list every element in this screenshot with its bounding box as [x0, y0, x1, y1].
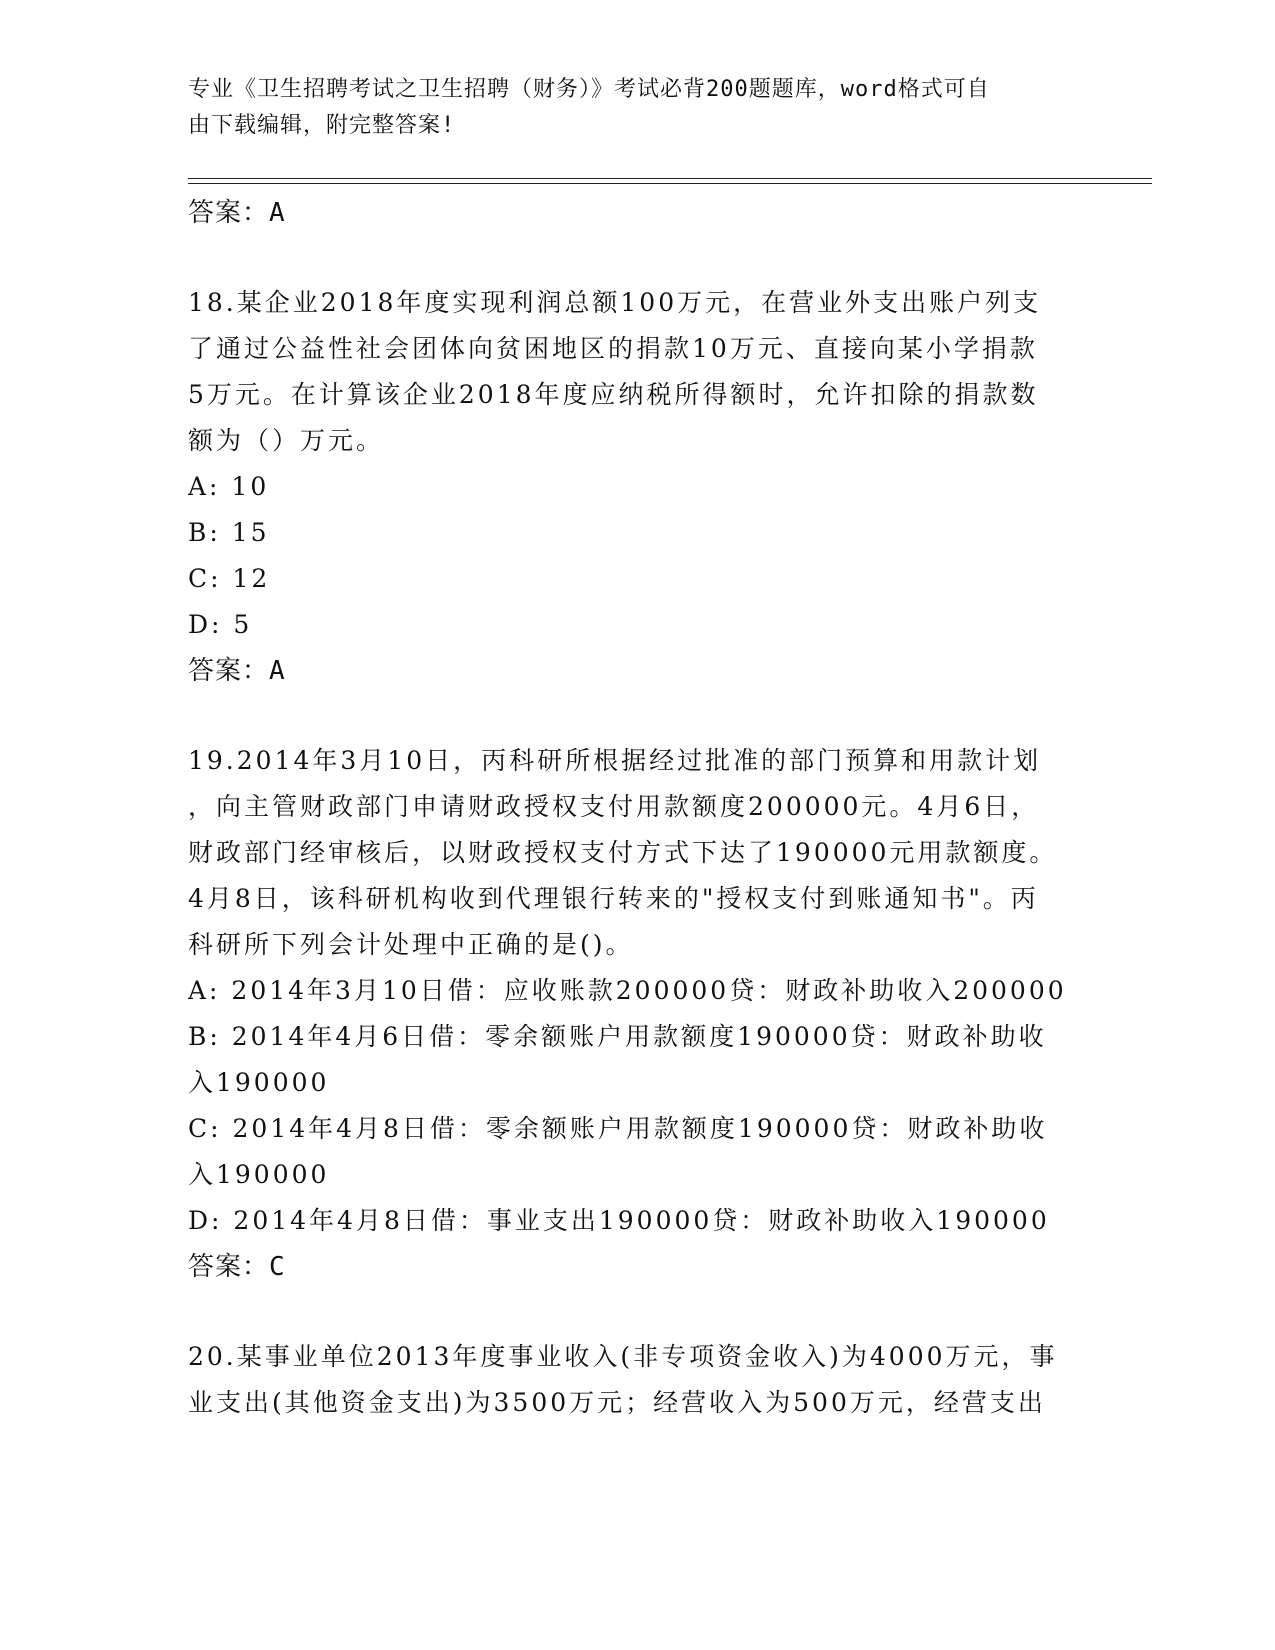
question-text-line: 了通过公益性社会团体向贫困地区的捐款10万元、直接向某小学捐款 — [188, 334, 1038, 363]
option-c-continued: 入190000 — [188, 1160, 330, 1189]
option-a: A: 2014年3月10日借：应收账款200000贷：财政补助收入200000 — [188, 976, 1067, 1005]
document-body — [188, 190, 1088, 1426]
header-line-1: 专业《卫生招聘考试之卫生招聘（财务）》考试必背200题题库，word格式可自 — [188, 77, 990, 102]
option-b: B: 15 — [188, 518, 270, 547]
question-text-line: 科研所下列会计处理中正确的是()。 — [188, 930, 634, 959]
option-d: D: 5 — [188, 610, 253, 639]
option-c: C: 12 — [188, 564, 271, 593]
question-text-line: 业支出(其他资金支出)为3500万元；经营收入为500万元，经营支出 — [188, 1388, 1046, 1417]
question-text-line: 4月8日，该科研机构收到代理银行转来的"授权支付到账通知书"。丙 — [188, 884, 1039, 913]
question-18 — [188, 280, 1088, 694]
answer-19: 答案：C — [188, 1252, 286, 1282]
header-line-2: 由下载编辑，附完整答案! — [188, 113, 456, 138]
question-text-line: 19.2014年3月10日，丙科研所根据经过批准的部门预算和用款计划 — [188, 746, 1042, 775]
option-b: B: 2014年4月6日借：零余额账户用款额度190000贷：财政补助收 — [188, 1022, 1047, 1051]
option-b-continued: 入190000 — [188, 1068, 330, 1097]
question-text-line: ，向主管财政部门申请财政授权支付用款额度200000元。4月6日， — [188, 792, 1040, 821]
answer-18: 答案：A — [188, 656, 286, 686]
option-a: A: 10 — [188, 472, 270, 501]
question-text-line: 18.某企业2018年度实现利润总额100万元，在营业外支出账户列支 — [188, 288, 1042, 317]
question-19 — [188, 738, 1088, 1290]
header-rule-bottom — [188, 183, 1152, 184]
option-c: C: 2014年4月8日借：零余额账户用款额度190000贷：财政补助收 — [188, 1114, 1048, 1143]
question-text-line: 额为（）万元。 — [188, 426, 385, 455]
document-header — [188, 72, 1068, 144]
answer-prev: 答案：A — [188, 198, 286, 228]
header-rule-top — [188, 178, 1152, 179]
question-text-line: 20.某事业单位2013年度事业收入(非专项资金收入)为4000万元，事 — [188, 1342, 1058, 1371]
option-d: D: 2014年4月8日借：事业支出190000贷：财政补助收入190000 — [188, 1206, 1050, 1235]
question-text-line: 5万元。在计算该企业2018年度应纳税所得额时，允许扣除的捐款数 — [188, 380, 1039, 409]
question-text-line: 财政部门经审核后，以财政授权支付方式下达了190000元用款额度。 — [188, 838, 1058, 867]
question-20 — [188, 1334, 1088, 1426]
